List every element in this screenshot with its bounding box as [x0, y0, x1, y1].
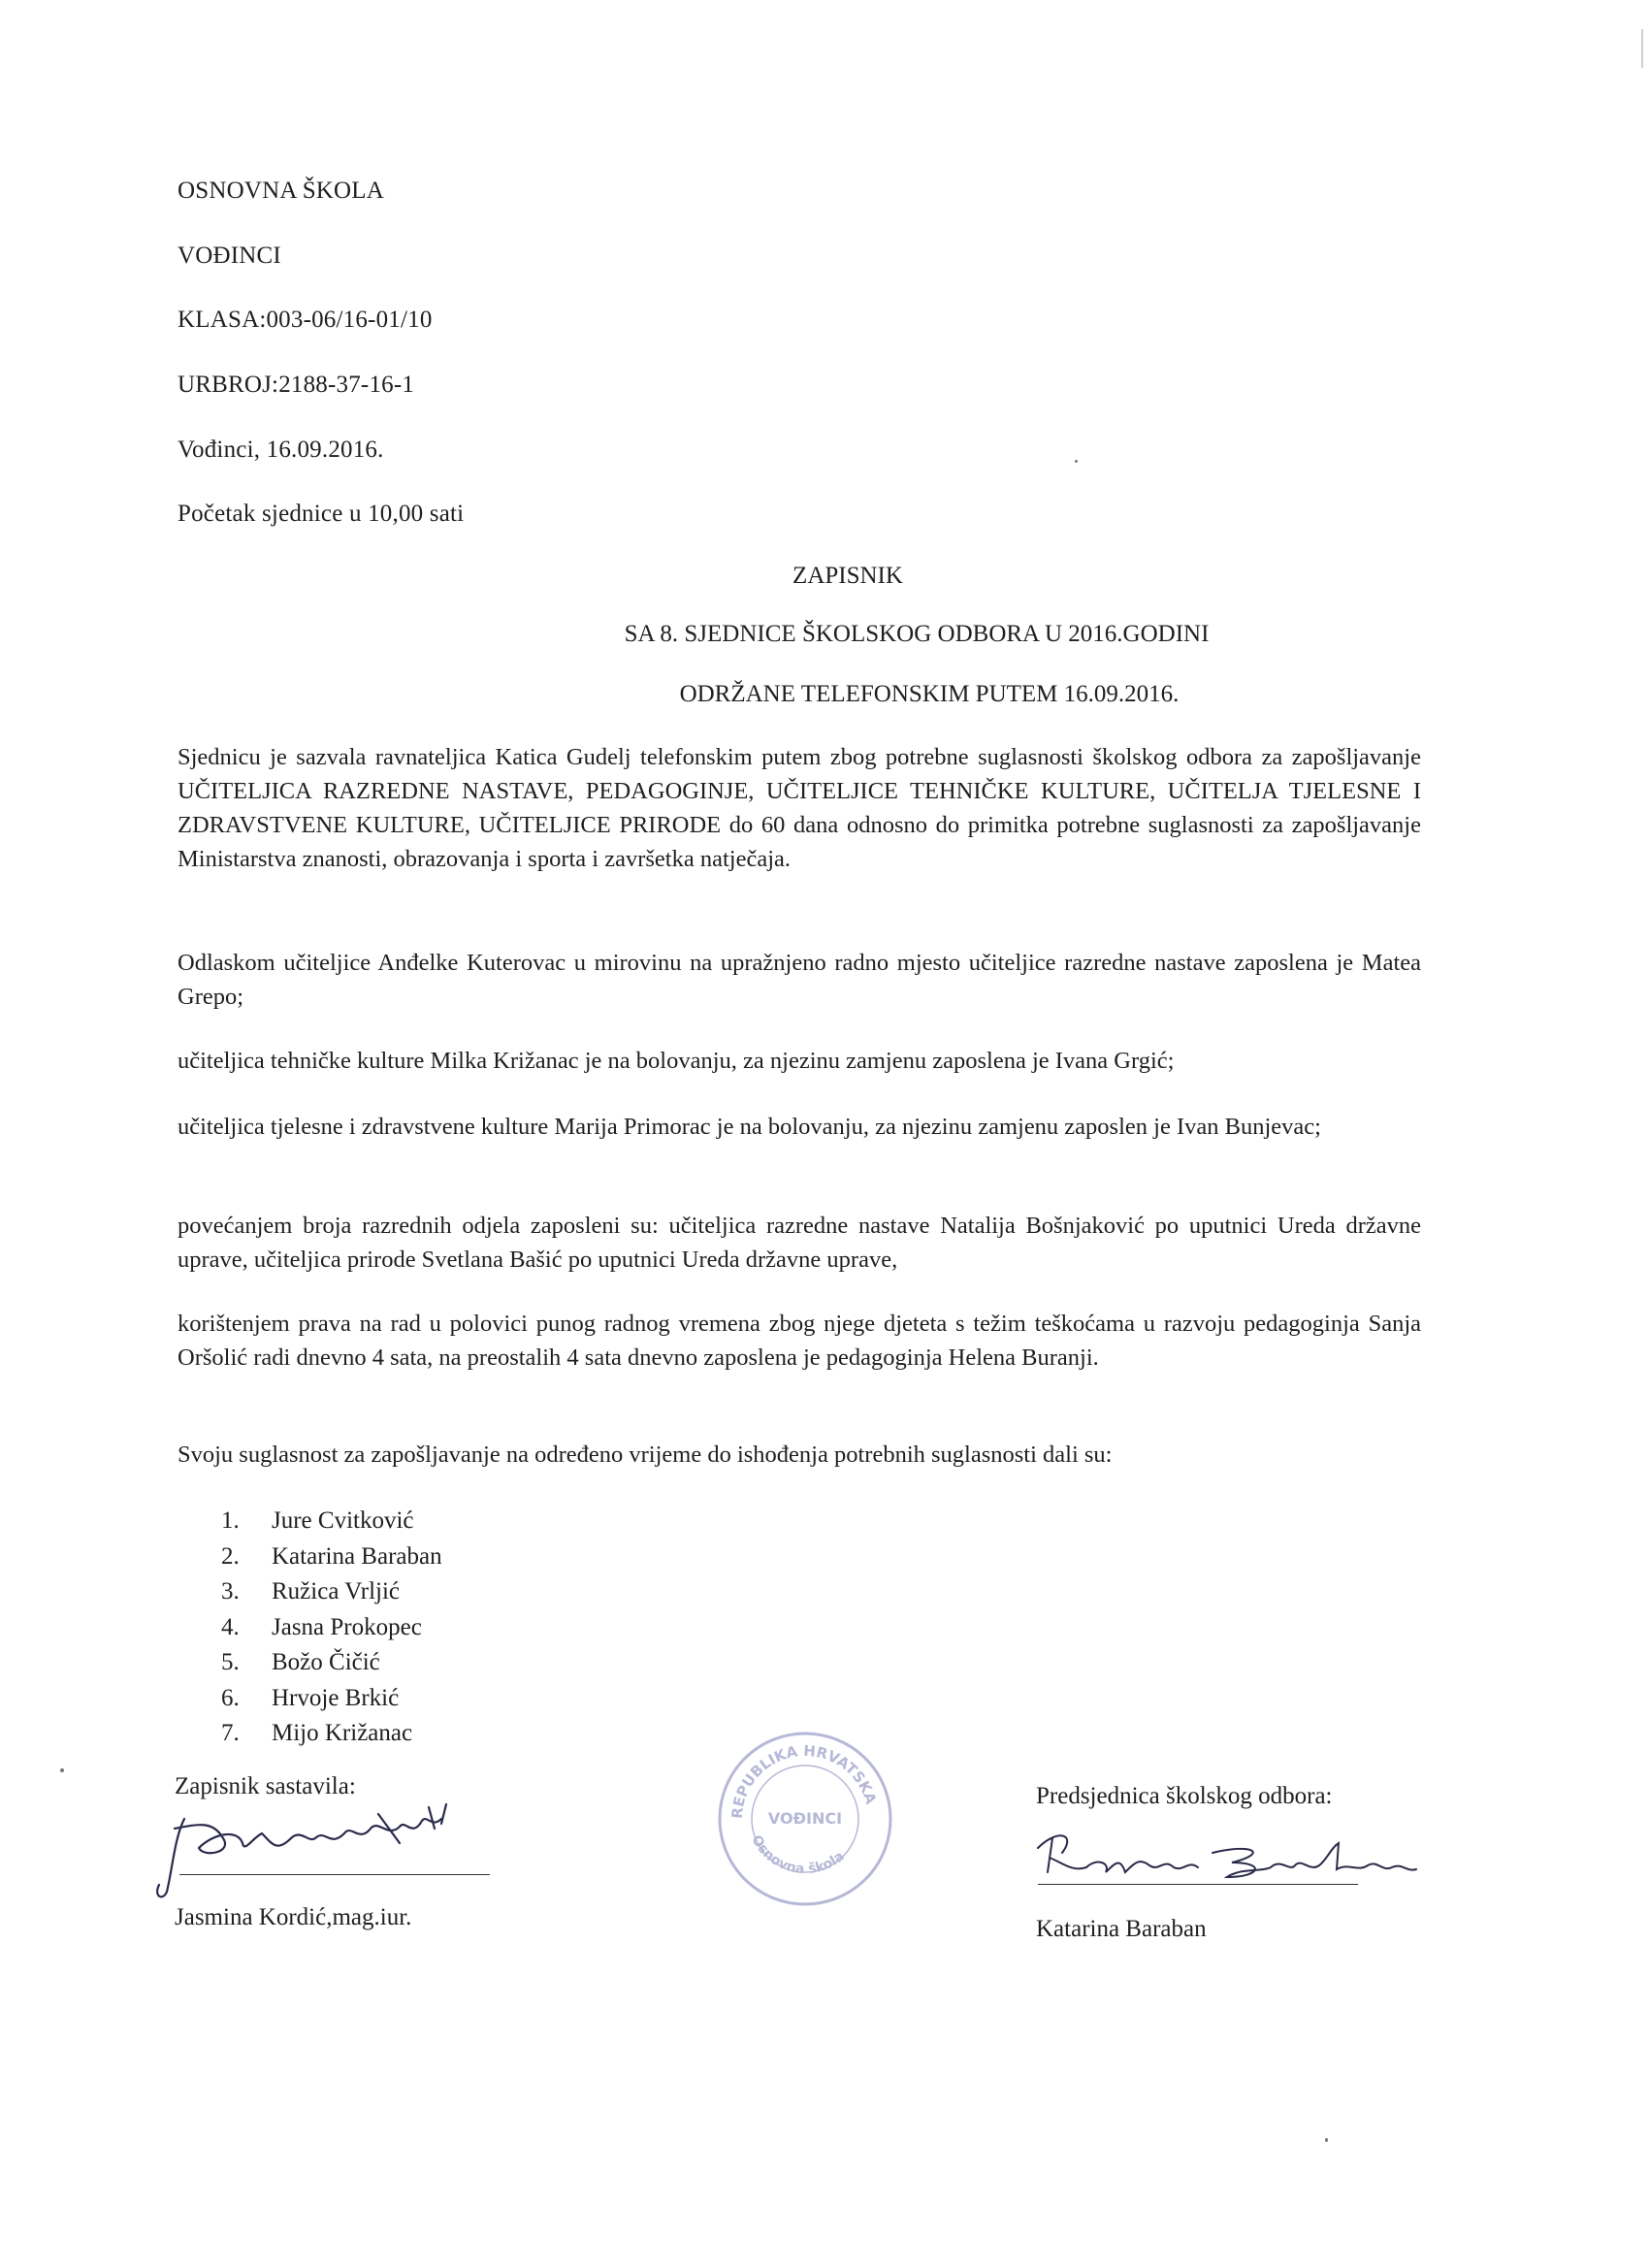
scan-speck: [1075, 460, 1078, 463]
list-number: 4.: [221, 1613, 240, 1640]
paragraph-consent: Svoju suglasnost za zapošljavanje na određeno vrijeme do ishođenja potrebnih suglasnosti dali su:: [178, 1442, 1113, 1468]
list-item: [221, 1504, 442, 1539]
member-name: Jasna Prokopec: [272, 1613, 422, 1640]
members-list: [221, 1504, 442, 1752]
stamp-bottom-text: Osnovna škola: [748, 1832, 848, 1878]
klasa-number: KLASA:003-06/16-01/10: [178, 307, 433, 333]
chair-name: Katarina Baraban: [1036, 1916, 1207, 1942]
scan-edge-mark: [1641, 29, 1643, 68]
paragraph-new-classes: povećanjem broja razrednih odjela zaposleni su: učiteljica razredne nastave Natalija Bošnjaković po uputnici Ureda državne uprave, učiteljica prirode Svetlana Bašić po uputnici Ureda državne uprave,: [178, 1213, 1421, 1273]
recorder-signature: [146, 1799, 495, 1906]
list-item: [221, 1645, 442, 1681]
list-item: [221, 1539, 442, 1575]
document-subtitle-2: ODRŽANE TELEFONSKIM PUTEM 16.09.2016.: [679, 681, 1180, 707]
scan-speck: [60, 1768, 64, 1772]
chair-signature: [1018, 1819, 1426, 1896]
paragraph-physical: učiteljica tjelesne i zdravstvene kulture Marija Primorac je na bolovanju, za njezinu zamjenu zaposlen je Ivan Bunjevac;: [178, 1114, 1321, 1140]
list-item: [221, 1574, 442, 1610]
urbroj-number: URBROJ:2188-37-16-1: [178, 372, 415, 398]
school-stamp: [713, 1727, 897, 1911]
member-name: Ružica Vrljić: [272, 1578, 401, 1604]
list-number: 5.: [221, 1649, 240, 1675]
recorder-label: Zapisnik sastavila:: [175, 1773, 356, 1799]
chair-label: Predsjednica školskog odbora:: [1036, 1783, 1333, 1809]
paragraph-part-time: korištenjem prava na rad u polovici punog radnog vremena zbog njege djeteta s težim teškoćama u razvoju pedagoginja Sanja Oršolić radi dnevno 4 sata, na preostalih 4 sata dnevno zaposlena je pedagoginja Helena Buranji.: [178, 1311, 1421, 1371]
list-number: 3.: [221, 1578, 240, 1604]
paragraph-retirement: Odlaskom učiteljice Anđelke Kuterovac u mirovinu na upražnjeno radno mjesto učiteljice razredne nastave zaposlena je Matea Grepo;: [178, 950, 1421, 1010]
document-date: Vođinci, 16.09.2016.: [178, 437, 384, 463]
school-place: VOĐINCI: [178, 243, 281, 269]
document-subtitle: SA 8. SJEDNICE ŠKOLSKOG ODBORA U 2016.GODINI: [624, 621, 1210, 647]
meeting-start: Početak sjednice u 10,00 sati: [178, 501, 465, 527]
list-number: 2.: [221, 1542, 240, 1570]
paragraph-technical: učiteljica tehničke kulture Milka Križanac je na bolovanju, za njezinu zamjenu zaposlena je Ivana Grgić;: [178, 1048, 1175, 1074]
member-name: Božo Čičić: [272, 1649, 380, 1675]
school-name: OSNOVNA ŠKOLA: [178, 178, 385, 204]
member-name: Hrvoje Brkić: [272, 1684, 400, 1711]
member-name: Katarina Baraban: [272, 1542, 442, 1570]
stamp-outer-text: REPUBLIKA HRVATSKA: [728, 1741, 881, 1820]
scan-speck: [1325, 2138, 1328, 2142]
member-name: Mijo Križanac: [272, 1720, 413, 1746]
list-number: 6.: [221, 1684, 240, 1711]
list-item: [221, 1716, 442, 1752]
list-number: 1.: [221, 1507, 240, 1534]
document-title: ZAPISNIK: [792, 563, 903, 589]
chair-signature-line: [1038, 1884, 1358, 1885]
recorder-name: Jasmina Kordić,mag.iur.: [175, 1904, 412, 1930]
recorder-signature-line: [179, 1874, 490, 1875]
stamp-center-text: VOĐINCI: [767, 1809, 843, 1828]
member-name: Jure Cvitković: [272, 1507, 414, 1534]
list-item: [221, 1681, 442, 1717]
list-number: 7.: [221, 1720, 240, 1746]
paragraph-intro: Sjednicu je sazvala ravnateljica Katica Gudelj telefonskim putem zbog potrebne suglasnosti školskog odbora za zapošljavanje UČITELJICA RAZREDNE NASTAVE, PEDAGOGINJE, UČITELJICE TEHNIČKE KULTURE, UČITELJA TJELESNE I ZDRAVSTVENE KULTURE, UČITELJICE PRIRODE do 60 dana odnosno do primitka potrebne suglasnosti za zapošljavanje Ministarstva znanosti, obrazovanja i sporta i završetka natječaja.: [178, 744, 1421, 872]
list-item: [221, 1610, 442, 1646]
